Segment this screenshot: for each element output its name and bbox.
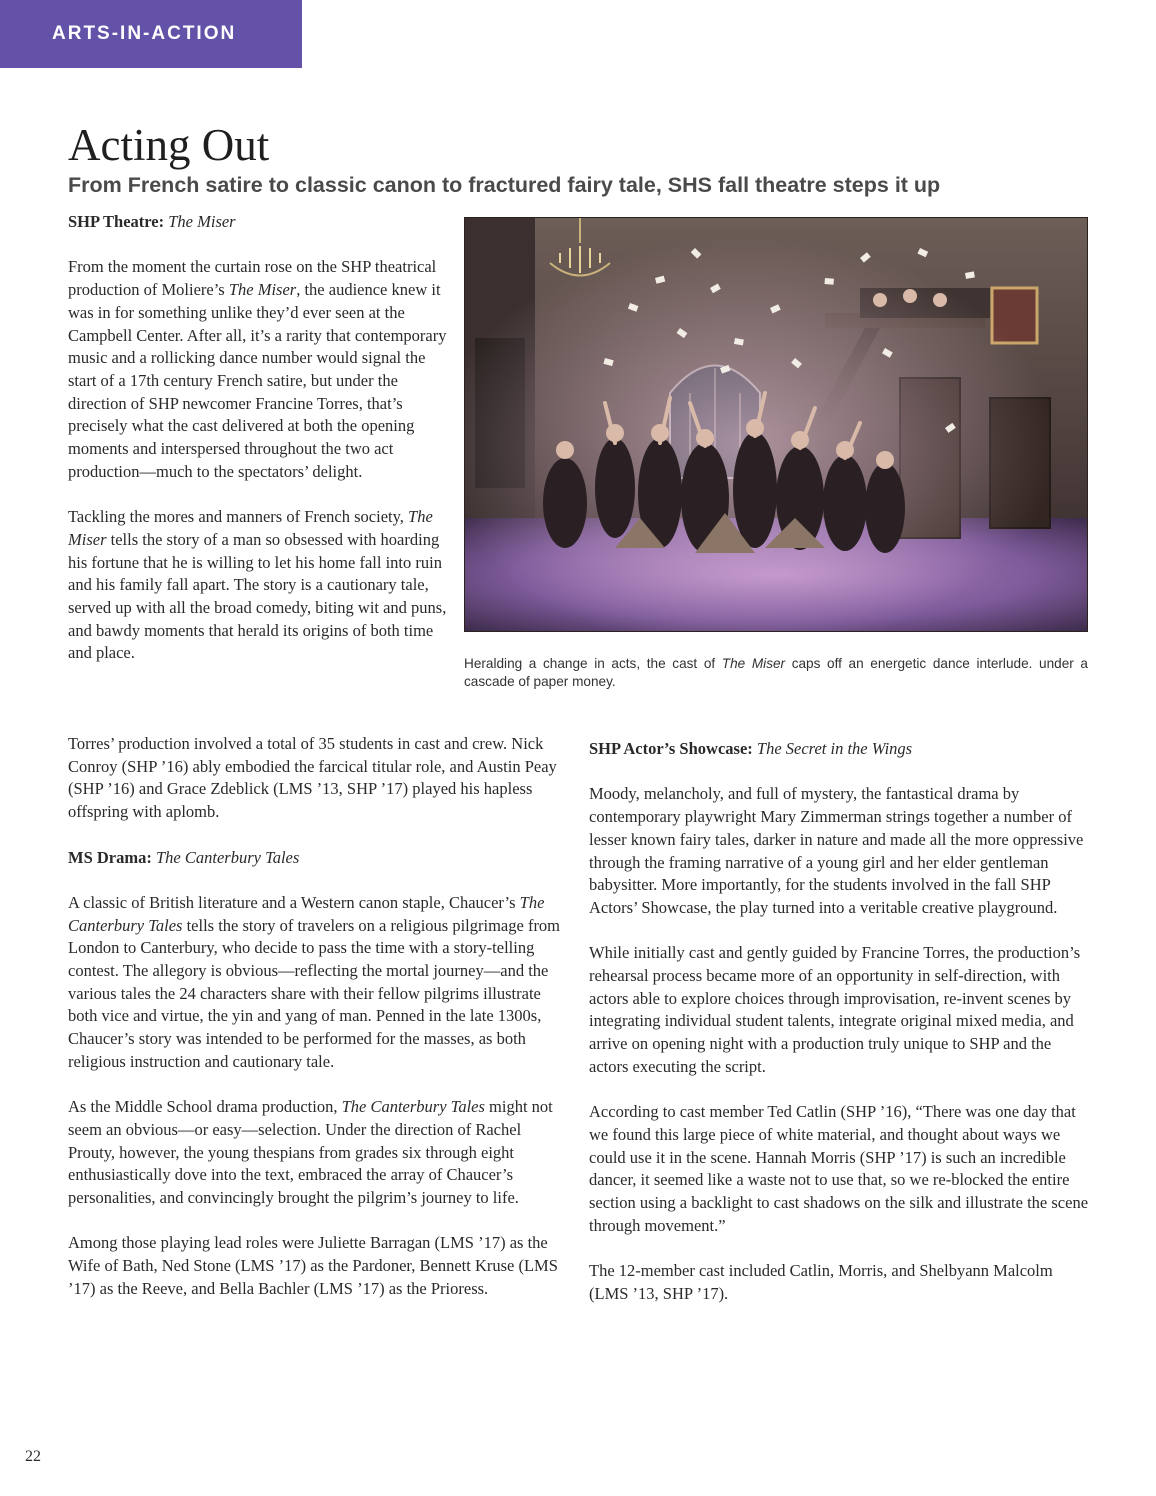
- canterbury-heading: [68, 847, 562, 870]
- text-run: Tackling the mores and manners of French society,: [68, 507, 409, 527]
- article-subtitle: From French satire to classic canon to fractured fairy tale, SHS fall theatre steps it up: [68, 173, 941, 197]
- play-title: The Canterbury Tales: [341, 1097, 485, 1117]
- stage-photo: [464, 217, 1088, 632]
- text-run: As the Middle School drama production,: [68, 1097, 342, 1117]
- wings-paragraph-3: According to cast member Ted Catlin (SHP ’16), “There was one day that we found this large piece of white material, and thought about ways we could use it in the scene. Hannah Morris (SHP ’17) is such an incredible dancer, it seemed like a waste not to use that, so we re-blocked the entire section using a backlight to cast shadows on the silk and illustrate the scene through movement.”: [589, 1102, 1089, 1235]
- photo-caption: [464, 655, 1088, 691]
- canterbury-paragraph-2: [68, 1096, 562, 1210]
- miser-heading-title: The Miser: [168, 212, 236, 231]
- miser-paragraph-2: [68, 506, 450, 665]
- text-run: caps off an energetic dance interlude. under a cascade of paper money.: [464, 656, 1088, 689]
- text-run: , the audience knew it was in for something unlike they’d ever seen at the Campbell Center. After all, it’s a rarity that contemporary music and a rollicking dance number would signal the start of a 17th century French satire, but under the direction of SHP newcomer Francine Torres, that’s precisely what the cast delivered at both the opening moments and interspersed throughout the two act production—much to the spectators’ delight.: [68, 280, 447, 481]
- canterbury-heading-label: MS Drama:: [68, 847, 152, 867]
- play-title: The Miser: [721, 656, 786, 671]
- wings-paragraph-1: Moody, melancholy, and full of mystery, the fantastical drama by contemporary playwright Mary Zimmerman strings together a number of lesser known fairy tales, darker in nature and made all the more oppressive through the framing narrative of a young girl and her elder gentleman babysitter. More importantly, for the students involved in the fall SHP Actors’ Showcase, the play turned into a veritable creative playground.: [589, 784, 1084, 917]
- text-run: From the moment the curtain rose on the SHP theatrical production of Moliere’s: [68, 257, 437, 300]
- left-column-lower: [68, 733, 562, 1301]
- article-title: Acting Out: [68, 120, 270, 170]
- wings-paragraph-2: While initially cast and gently guided by Francine Torres, the production’s rehearsal process became more of an opportunity in self-direction, with actors able to explore choices through improvisation, re-invent scenes by integrating individual student talents, integrate original mixed media, and arrive on opening night with a production truly unique to SHP and the actors executing the script.: [589, 943, 1081, 1076]
- page-number: 22: [25, 1448, 41, 1465]
- canterbury-paragraph-3: Among those playing lead roles were Juliette Barragan (LMS ’17) as the Wife of Bath, Ned Stone (LMS ’17) as the Pardoner, Bennett Kruse (LMS ’17) as the Reeve, and Bella Bachler (LMS ’17) as the Prioress.: [68, 1233, 558, 1298]
- wings-heading-label: SHP Actor’s Showcase:: [589, 739, 753, 758]
- stage-photo-illustration: [465, 218, 1087, 631]
- miser-paragraph-3: Torres’ production involved a total of 35 students in cast and crew. Nick Conroy (SHP ’16) ably embodied the farcical titular role, and Austin Peay (SHP ’16) and Grace Zdeblick (LMS ’13, SHP ’17) played his hapless offspring with aplomb.: [68, 734, 557, 822]
- play-title: The Miser: [228, 280, 297, 300]
- wings-paragraph-4: The 12-member cast included Catlin, Morris, and Shelbyann Malcolm (LMS ’13, SHP ’17).: [589, 1261, 1053, 1303]
- miser-section: [68, 211, 450, 665]
- canterbury-heading-title: The Canterbury Tales: [155, 847, 300, 867]
- canterbury-paragraph-1: [68, 892, 562, 1074]
- section-banner: ARTS-IN-ACTION: [0, 0, 302, 68]
- miser-heading-label: SHP Theatre:: [68, 212, 165, 231]
- text-run: tells the story of a man so obsessed with hoarding his fortune that he is willing to let his home fall into ruin and his family fall apart. The story is a cautionary tale, served up with all the broad comedy, biting wit and puns, and bawdy moments that herald its origins of both time and place.: [68, 529, 447, 663]
- wings-heading: [589, 738, 1089, 761]
- wings-heading-title: The Secret in the Wings: [756, 739, 913, 758]
- miser-heading: [68, 211, 450, 234]
- text-run: tells the story of travelers on a religious pilgrimage from London to Canterbury, who decide to pass the time with a story-telling contest. The allegory is obvious—reflecting the mortal journey—and the various tales the 24 characters share with their fellow pilgrims illustrate both vice and virtue, the yin and yang of man. Penned in the late 1300s, Chaucer’s story was intended to be performed for the masses, as both religious instruction and cautionary tale.: [68, 915, 561, 1071]
- play-title: The Miser: [68, 507, 433, 549]
- play-title: The Canterbury Tales: [68, 892, 545, 935]
- miser-paragraph-1: [68, 256, 450, 483]
- text-run: might not seem an obvious—or easy—selection. Under the direction of Rachel Prouty, however, the young thespians from grades six through eight enthusiastically dove into the text, embraced the array of Chaucer’s personalities, and convincingly brought the pilgrim’s journey to life.: [68, 1097, 553, 1208]
- text-run: A classic of British literature and a Western canon staple, Chaucer’s: [68, 892, 520, 912]
- wings-section: [589, 738, 1089, 1306]
- text-run: Heralding a change in acts, the cast of: [464, 656, 722, 671]
